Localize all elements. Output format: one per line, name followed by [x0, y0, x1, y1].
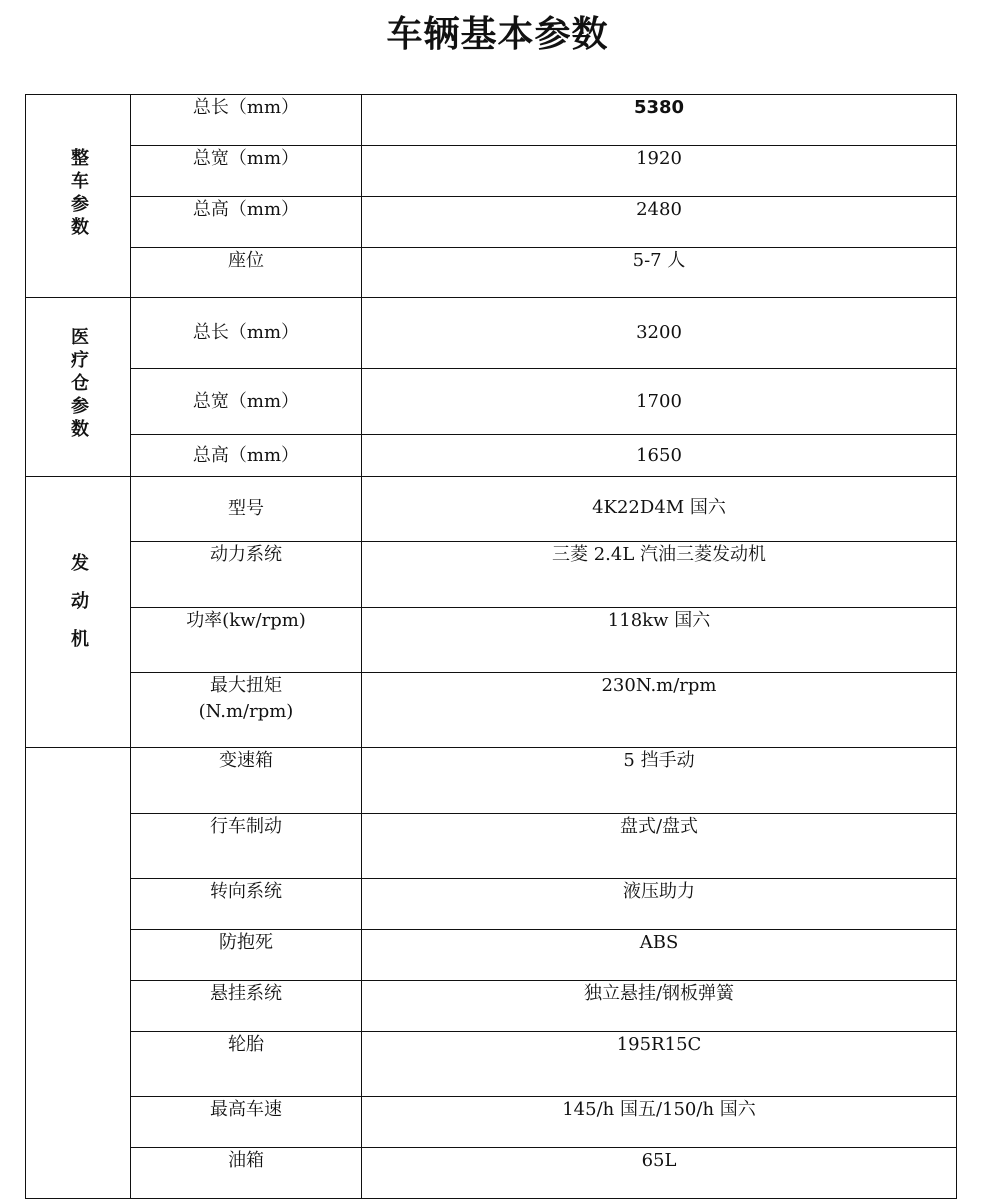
param-value: 1650: [362, 435, 957, 477]
param-label: 功率(kw/rpm): [131, 608, 362, 673]
param-value: 230N.m/rpm: [362, 673, 957, 748]
param-label: 总长（mm）: [131, 95, 362, 146]
table-row: [26, 197, 957, 248]
param-label: 总宽（mm）: [131, 369, 362, 435]
vehicle-spec-table: [25, 94, 957, 1199]
table-row: [26, 248, 957, 298]
param-label: 座位: [131, 248, 362, 298]
section-header-medical-cabin: [26, 298, 131, 477]
param-value: 三菱 2.4L 汽油三菱发动机: [362, 542, 957, 608]
param-label: 轮胎: [131, 1032, 362, 1097]
table-row: [26, 981, 957, 1032]
param-value: 盘式/盘式: [362, 814, 957, 879]
table-row: [26, 369, 957, 435]
param-value: 118kw 国六: [362, 608, 957, 673]
param-value: 145/h 国五/150/h 国六: [362, 1097, 957, 1148]
table-row: [26, 477, 957, 542]
param-value: 1920: [362, 146, 957, 197]
table-row: [26, 879, 957, 930]
table-row: [26, 814, 957, 879]
table-row: [26, 673, 957, 748]
param-value: 65L: [362, 1148, 957, 1199]
table-row: [26, 95, 957, 146]
param-value: 液压助力: [362, 879, 957, 930]
param-value: 2480: [362, 197, 957, 248]
section-header-engine: [26, 477, 131, 748]
param-value: 5380: [362, 95, 957, 146]
param-label: 动力系统: [131, 542, 362, 608]
param-label: 最高车速: [131, 1097, 362, 1148]
table-row: [26, 1032, 957, 1097]
param-value: 5 挡手动: [362, 748, 957, 814]
param-value: 独立悬挂/钢板弹簧: [362, 981, 957, 1032]
param-label: 变速箱: [131, 748, 362, 814]
table-row: [26, 542, 957, 608]
section-name: 整车参数: [68, 147, 89, 240]
param-label: 油箱: [131, 1148, 362, 1199]
param-value: 195R15C: [362, 1032, 957, 1097]
table-row: [26, 1148, 957, 1199]
param-label: 最大扭矩: [210, 675, 282, 696]
param-value: 3200: [362, 298, 957, 369]
param-value: 4K22D4M 国六: [362, 477, 957, 542]
section-header-chassis: [26, 748, 131, 1199]
param-label: 总高（mm）: [131, 435, 362, 477]
table-row: [26, 146, 957, 197]
param-label: 悬挂系统: [131, 981, 362, 1032]
table-row: [26, 298, 957, 369]
page-title: 车辆基本参数: [386, 14, 609, 55]
param-label-unit: (N.m/rpm): [198, 701, 294, 722]
param-label: 防抱死: [131, 930, 362, 981]
param-value: 5-7 人: [362, 248, 957, 298]
table-row: [26, 748, 957, 814]
param-label-cell: [131, 673, 362, 748]
param-label: 行车制动: [131, 814, 362, 879]
param-label: 总长（mm）: [131, 298, 362, 369]
table-row: [26, 1097, 957, 1148]
param-label: 总宽（mm）: [131, 146, 362, 197]
param-label: 型号: [131, 477, 362, 542]
param-value: 1700: [362, 369, 957, 435]
table-row: [26, 435, 957, 477]
section-name: 医疗仓参数: [68, 327, 89, 442]
table-row: [26, 930, 957, 981]
section-name: 发动机: [68, 552, 89, 667]
param-label: 总高（mm）: [131, 197, 362, 248]
section-header-vehicle: [26, 95, 131, 298]
param-value: ABS: [362, 930, 957, 981]
table-row: [26, 608, 957, 673]
param-label: 转向系统: [131, 879, 362, 930]
